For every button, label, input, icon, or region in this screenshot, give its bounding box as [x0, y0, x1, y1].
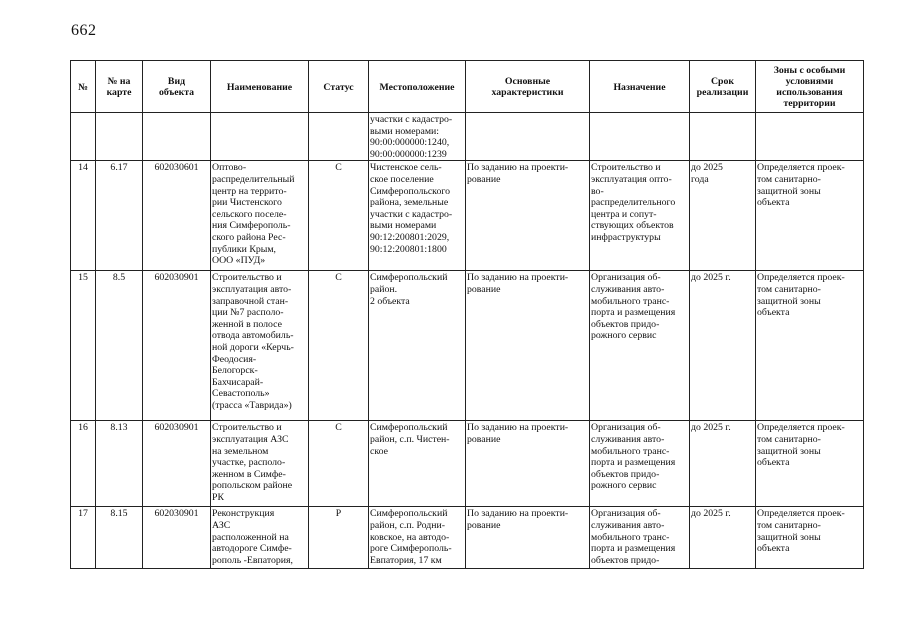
cell-term: до 2025 г. — [690, 507, 756, 569]
cell-map: 8.13 — [96, 421, 143, 507]
cell-purpose: Строительство и эксплуатация опто- во- распределительного центра и сопут- ствующих объектов инфраструктуры — [590, 161, 690, 271]
cell-location: Симферопольский район, с.п. Родни- ковское, на автодо- роге Симферополь- Евпатория, 17 км — [369, 507, 466, 569]
cell-purpose: Организация об- служивания авто- мобильного транс- порта и размещения объектов придо- — [590, 507, 690, 569]
header-cell-characteristics: Основные характеристики — [466, 61, 590, 113]
cell-location: Симферопольский район. 2 объекта — [369, 271, 466, 421]
header-cell-term: Срок реализации — [690, 61, 756, 113]
header-cell-num: № — [71, 61, 96, 113]
cell-location: Чистенское сель- ское поселение Симферопольского района, земельные участки с кадастро- выми номерами 90:12:200801:2029, 90:12:200801:1800 — [369, 161, 466, 271]
header-cell-purpose: Назначение — [590, 61, 690, 113]
cell-name: Строительство и эксплуатация авто- заправочной стан- ции №7 располо- женной в полосе отвода автомобиль- ной дороги «Керчь- Феодосия- Белогорск- Бахчисарай- Севастополь» (трасса «Таврида») — [211, 271, 309, 421]
cell-map: 6.17 — [96, 161, 143, 271]
cell-num: 14 — [71, 161, 96, 271]
header-cell-name: Наименование — [211, 61, 309, 113]
cell-num: 16 — [71, 421, 96, 507]
cell-name: Строительство и эксплуатация АЗС на земельном участке, располо- женном в Симфе- ропольском районе РК — [211, 421, 309, 507]
cell-term: до 2025 года — [690, 161, 756, 271]
cell-characteristics: По заданию на проекти- рование — [466, 161, 590, 271]
cell-type: 602030901 — [143, 507, 211, 569]
header-cell-zones: Зоны с особыми условиями использования территории — [756, 61, 864, 113]
cell-zones: Определяется проек- том санитарно- защитной зоны объекта — [756, 271, 864, 421]
cell-map: 8.15 — [96, 507, 143, 569]
cell-location: участки с кадастро- выми номерами: 90:00:000000:1240, 90:00:000000:1239 — [369, 113, 466, 161]
cell-term: до 2025 г. — [690, 421, 756, 507]
cell-type: 602030901 — [143, 421, 211, 507]
cell-zones: Определяется проек- том санитарно- защитной зоны объекта — [756, 421, 864, 507]
cell-num: 17 — [71, 507, 96, 569]
objects-table — [70, 60, 864, 569]
cell-num: 15 — [71, 271, 96, 421]
header-cell-map: № на карте — [96, 61, 143, 113]
cell-zones: Определяется проек- том санитарно- защитной зоны объекта — [756, 161, 864, 271]
page-number: 662 — [71, 22, 97, 39]
table-row — [71, 161, 864, 271]
header-cell-location: Местоположение — [369, 61, 466, 113]
cell-location: Симферопольский район, с.п. Чистен- ское — [369, 421, 466, 507]
table-row — [71, 271, 864, 421]
table-header-row — [71, 61, 864, 113]
cell-characteristics: По заданию на проекти- рование — [466, 421, 590, 507]
cell-name: Оптово- распределительный центр на террито- рии Чистенского сельского поселе- ния Симферополь- ского района Рес- публики Крым, ООО «ПУД» — [211, 161, 309, 271]
table-row — [71, 507, 864, 569]
header-cell-type: Вид объекта — [143, 61, 211, 113]
table-row — [71, 421, 864, 507]
cell-term: до 2025 г. — [690, 271, 756, 421]
cell-characteristics: По заданию на проекти- рование — [466, 507, 590, 569]
header-cell-status: Статус — [309, 61, 369, 113]
cell-purpose: Организация об- служивания авто- мобильного транс- порта и размещения объектов придо- рожного сервис — [590, 421, 690, 507]
cell-name: Реконструкция АЗС расположенной на автодороге Симфе- рополь -Евпатория, — [211, 507, 309, 569]
cell-purpose: Организация об- служивания авто- мобильного транс- порта и размещения объектов придо- рожного сервис — [590, 271, 690, 421]
cell-status: С — [309, 161, 369, 271]
cell-type: 602030901 — [143, 271, 211, 421]
table-row-continuation — [71, 113, 864, 161]
cell-map: 8.5 — [96, 271, 143, 421]
cell-status: С — [309, 421, 369, 507]
cell-status: С — [309, 271, 369, 421]
cell-type: 602030601 — [143, 161, 211, 271]
cell-status: Р — [309, 507, 369, 569]
cell-zones: Определяется проек- том санитарно- защитной зоны объекта — [756, 507, 864, 569]
cell-characteristics: По заданию на проекти- рование — [466, 271, 590, 421]
